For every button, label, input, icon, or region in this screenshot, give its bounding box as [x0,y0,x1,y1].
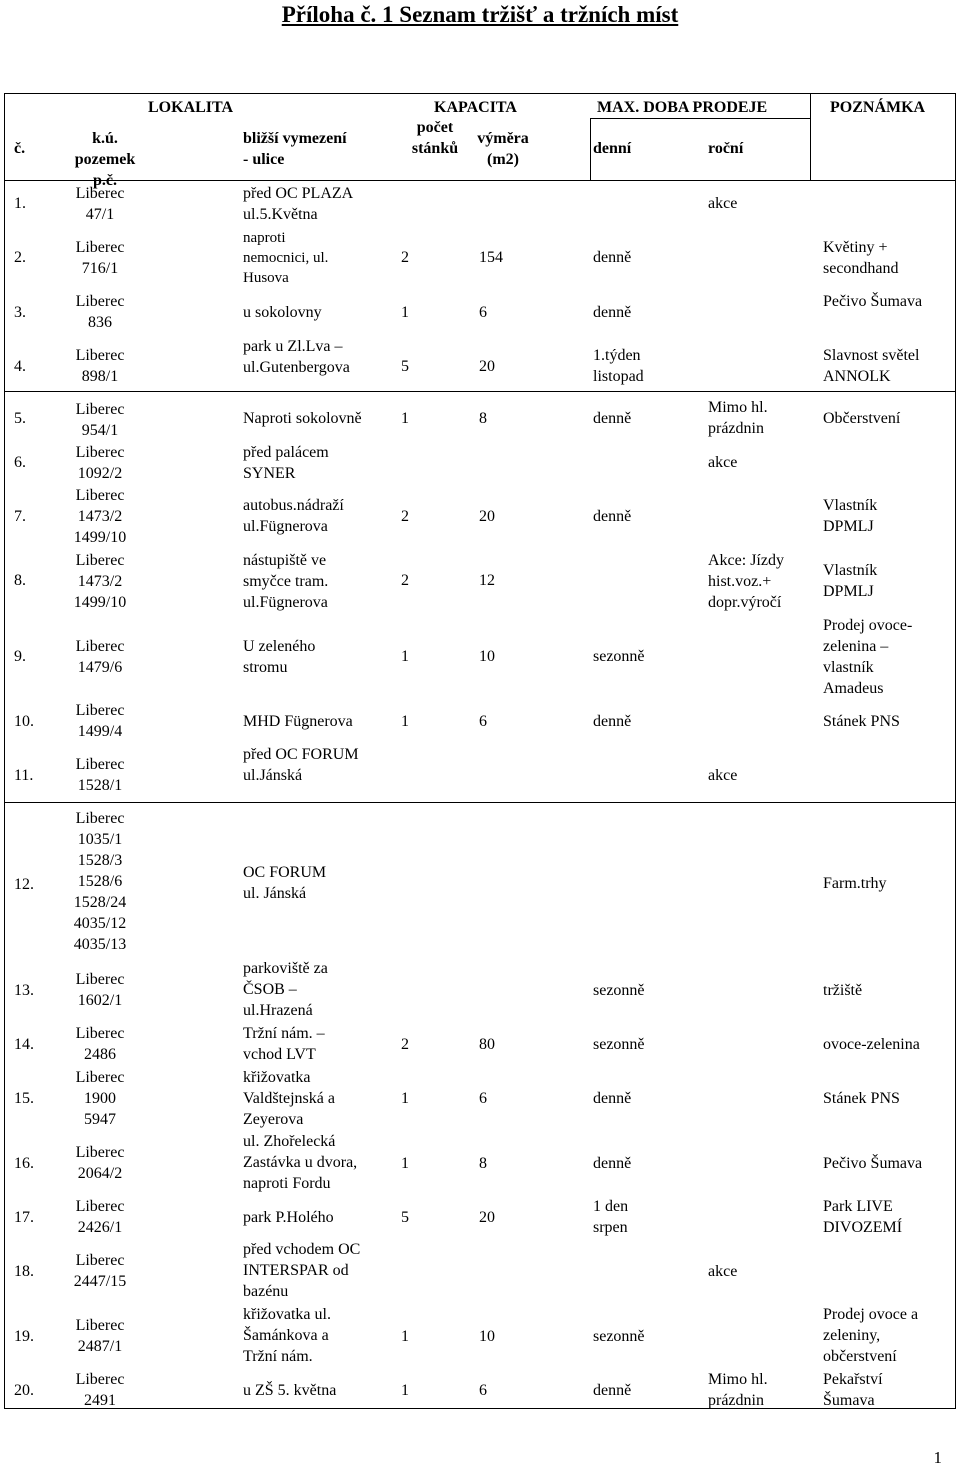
note: Prodej ovoce- zelenina – vlastník Amadeus [823,617,913,697]
row-number: 20. [14,1382,34,1399]
annual-period: Mimo hl. prázdnin [708,1371,768,1409]
header-poznamka: POZNÁMKA [830,99,926,116]
area-value: 6 [479,713,487,730]
row-number: 7. [14,508,26,525]
area-value: 6 [479,304,487,321]
daily-period: denně [593,249,632,266]
row-number: 14. [14,1036,34,1053]
row-number: 8. [14,572,26,589]
annual-period: Mimo hl. prázdnin [708,399,768,437]
row-number: 13. [14,982,34,999]
row-parcel: Liberec 2486 [75,1025,125,1063]
note: Prodej ovoce a zeleniny, občerstvení [823,1306,919,1365]
row-parcel: Liberec 898/1 [75,347,125,385]
daily-period: denně [593,304,632,321]
stalls-count: 2 [401,249,409,266]
row-parcel: Liberec 2487/1 [75,1317,125,1355]
note: tržiště [823,982,863,999]
row-parcel: Liberec 1035/1 1528/3 1528/6 1528/24 4035/12 4035/13 [73,810,127,953]
page-title: Příloha č. 1 Seznam tržišť a tržních míst [281,2,679,27]
row-number: 10. [14,713,34,730]
row-street: ul. Zhořelecká Zastávka u dvora, naproti Fordu [243,1133,358,1192]
stalls-count: 1 [401,304,409,321]
note: ovoce-zelenina [823,1036,920,1053]
header-denni: denní [593,140,632,157]
row-number: 15. [14,1090,34,1107]
header-max-doba: MAX. DOBA PRODEJE [597,99,768,116]
daily-period: denně [593,713,632,730]
row-number: 6. [14,454,26,471]
row-number: 3. [14,304,26,321]
row-number: 12. [14,876,34,893]
row-number: 18. [14,1263,34,1280]
area-value: 8 [479,1155,487,1172]
note: Park LIVE DIVOZEMÍ [823,1198,903,1236]
row-number: 1. [14,195,26,212]
header-vymera: výměra (m2) [477,130,529,168]
row-number: 16. [14,1155,34,1172]
row-parcel: Liberec 1528/1 [75,756,125,794]
note: Květiny + secondhand [823,239,899,277]
group-divider [4,802,956,803]
stalls-count: 1 [401,1328,409,1345]
row-parcel: Liberec 1092/2 [75,444,125,482]
row-street: Tržní nám. – vchod LVT [243,1025,325,1063]
note: Farm.trhy [823,875,887,892]
area-value: 10 [479,1328,495,1345]
stalls-count: 1 [401,713,409,730]
header-rocni: roční [708,140,744,157]
area-value: 20 [479,508,495,525]
row-number: 11. [14,767,34,784]
stalls-count: 1 [401,1090,409,1107]
row-street: autobus.nádraží ul.Fügnerova [243,497,344,535]
row-parcel: Liberec 1473/2 1499/10 [73,552,127,611]
row-number: 17. [14,1209,34,1226]
row-number: 4. [14,358,26,375]
daily-period: sezonně [593,1036,645,1053]
note: Stánek PNS [823,713,900,730]
note: Občerstvení [823,410,901,427]
group-divider [4,391,956,392]
annual-period: akce [708,454,738,471]
note: Pekařství Šumava [823,1371,883,1409]
area-value: 20 [479,1209,495,1226]
row-number: 9. [14,648,26,665]
stalls-count: 2 [401,572,409,589]
annual-period: 1.týden listopad [593,347,644,385]
area-value: 8 [479,410,487,427]
stalls-count: 1 [401,648,409,665]
daily-period: denně [593,410,632,427]
row-parcel: Liberec 1900 5947 [75,1069,125,1128]
row-street: OC FORUM ul. Jánská [243,864,327,902]
annual-period: akce [708,195,738,212]
row-street: park P.Holého [243,1209,334,1226]
area-value: 6 [479,1382,487,1399]
row-street: nástupiště ve smyčce tram. ul.Fügnerova [243,552,329,611]
row-parcel: Liberec 954/1 [75,401,125,439]
header-lokalita: LOKALITA [148,99,234,116]
row-number: 5. [14,410,26,427]
row-street: před OC FORUM ul.Jánská [243,746,359,784]
row-street: křižovatka ul. Šamánkova a Tržní nám. [243,1306,331,1365]
annual-period: akce [708,1263,738,1280]
header-ku: k.ú. pozemek p.č. [74,130,136,189]
note: Vlastník DPMLJ [823,497,878,535]
row-parcel: Liberec 836 [75,293,125,331]
daily-period: sezonně [593,1328,645,1345]
area-value: 6 [479,1090,487,1107]
row-parcel: Liberec 716/1 [75,239,125,277]
row-street: u sokolovny [243,304,322,321]
row-number: 2. [14,249,26,266]
row-parcel: Liberec 1473/2 1499/10 [73,487,127,546]
daily-period: denně [593,1155,632,1172]
header-vline [590,118,591,180]
row-parcel: Liberec 1479/6 [75,638,125,676]
row-street: MHD Fügnerova [243,713,353,730]
row-parcel: Liberec 1602/1 [75,971,125,1009]
stalls-count: 2 [401,1036,409,1053]
stalls-count: 1 [401,1382,409,1399]
note: Vlastník DPMLJ [823,562,878,600]
header-pocet-stanku: počet stánků [411,119,459,157]
row-parcel: Liberec 47/1 [75,185,125,223]
header-vymezeni: bližší vymezení - ulice [243,130,347,168]
stalls-count: 5 [401,358,409,375]
row-street: U zeleného stromu [243,638,316,676]
annual-period: Akce: Jízdy hist.voz.+ dopr.výročí [708,552,784,611]
row-street: před vchodem OC INTERSPAR od bazénu [243,1241,361,1300]
daily-period: denně [593,1090,632,1107]
note: Stánek PNS [823,1090,900,1107]
note: Slavnost světel ANNOLK [823,347,920,385]
row-street: před palácem SYNER [243,444,329,482]
note: Pečivo Šumava [823,293,923,310]
annual-period: 1 den srpen [593,1198,629,1236]
row-street: naproti nemocnici, ul. Husova [243,230,329,286]
header-cislo: č. [14,140,26,157]
stalls-count: 1 [401,1155,409,1172]
page-number: 1 [933,1448,942,1467]
daily-period: sezonně [593,982,645,999]
row-parcel: Liberec 2447/15 [73,1252,127,1290]
header-subdivider [590,118,810,119]
row-street: parkoviště za ČSOB – ul.Hrazená [243,960,328,1019]
area-value: 154 [479,249,503,266]
stalls-count: 1 [401,410,409,427]
daily-period: denně [593,508,632,525]
area-value: 12 [479,572,495,589]
area-value: 10 [479,648,495,665]
row-parcel: Liberec 2064/2 [75,1144,125,1182]
row-parcel: Liberec 2491 [75,1371,125,1409]
header-vline [810,93,811,180]
area-value: 80 [479,1036,495,1053]
header-divider [4,180,956,181]
row-street: Naproti sokolovně [243,410,362,427]
row-street: křižovatka Valdštejnská a Zeyerova [243,1069,335,1128]
row-street: u ZŠ 5. května [243,1382,337,1399]
annual-period: akce [708,767,738,784]
daily-period: denně [593,1382,632,1399]
stalls-count: 2 [401,508,409,525]
stalls-count: 5 [401,1209,409,1226]
row-street: před OC PLAZA ul.5.Května [243,185,354,223]
row-number: 19. [14,1328,34,1345]
note: Pečivo Šumava [823,1155,923,1172]
row-parcel: Liberec 1499/4 [75,702,125,740]
area-value: 20 [479,358,495,375]
header-kapacita: KAPACITA [434,99,517,116]
daily-period: sezonně [593,648,645,665]
row-parcel: Liberec 2426/1 [75,1198,125,1236]
row-street: park u Zl.Lva – ul.Gutenbergova [243,338,350,376]
